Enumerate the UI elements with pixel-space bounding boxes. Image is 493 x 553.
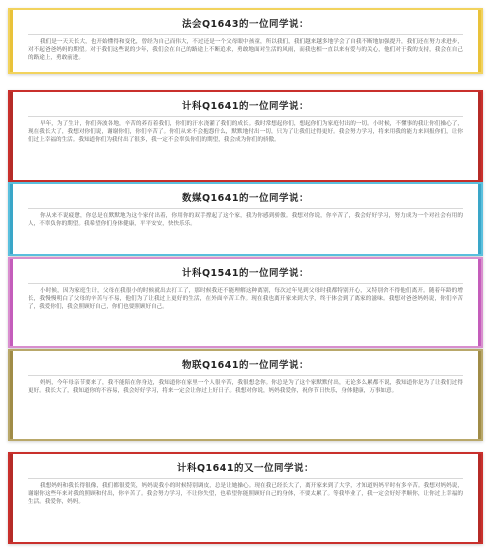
- card-body: 小时候，因为家庭生计，父母在我很小的时候就出去打工了，那时候我还不能理解这种离别，每次过年见到父母时我都特别开心，又特别舍不得他们离开。随着年龄的增长，我慢慢明白了父母的辛苦与不易，他们为了让我过上更好的生活，在外面辛苦工作。现在我也离开家来到大学，终于体会到了离家的滋味。我想对爸爸妈妈说，你们辛苦了，我爱你们，我会照顾好自己，你们也要照顾好自己。: [28, 288, 463, 311]
- card-accent-right: [478, 454, 481, 542]
- card-accent-right: [478, 351, 481, 439]
- card-accent-left: [10, 10, 13, 72]
- card-accent-left: [10, 92, 13, 180]
- title-divider: [28, 375, 463, 376]
- card-accent-right: [478, 92, 481, 180]
- card-title: 物联Q1641的一位同学说：: [181, 360, 310, 371]
- title-divider: [28, 116, 463, 117]
- title-divider: [28, 34, 463, 35]
- card-body: 我们是一天天长大，也开始懂得和变化，曾经为自己而伟大，不过还是一个父母眼中孩童，所以我们，我们越来越多地学会了自我不断地加强提升，我们还在努力求进步，对不起爸爸妈妈的期望。对于我们这些说的少年，我们会在自己的路途上不断追求，勇敢地面对生活的风雨，而我也相一直以来有爱与的关心，他们对于我的支持，我会在自己的路途上，勇敢前进。: [28, 39, 463, 62]
- message-card-4: [8, 257, 483, 348]
- card-body: 妈妈，今年母亲节要来了，我不能陪在你身边，我知道你在家里一个人很辛苦，我很想念你。你总是为了这个家默默付出，无论多么累都不说，我知道你是为了让我们过得更好。我长大了，我知道你的不容易，我会好好学习，将来一定会让你过上好日子。我想对你说，妈妈我爱你，祝你节日快乐，身体健康，万事如意。: [28, 380, 463, 395]
- card-accent-left: [10, 454, 13, 542]
- title-divider: [28, 478, 463, 479]
- card-accent-right: [478, 184, 481, 254]
- card-body: 早年，为了生计，你们奔波各地，辛苦的养育着我们，你们的汗水浇灌了我们的成长。我时常想起你们，想起你们为家庭付出的一切。小时候，不懂事的我让你们操心了，现在我长大了，我想对你们说，谢谢你们，你们辛苦了。你们从来不会抱怨什么，默默地付出一切，只为了让我们过得更好。我会努力学习，将来用我的能力来回报你们，让你们过上幸福的生活。我知道你们为我付出了很多，我一定不会辜负你们的期望，我会成为你们的骄傲。: [28, 121, 463, 144]
- card-title: 数媒Q1641的一位同学说：: [181, 193, 310, 204]
- message-card-1: [8, 8, 483, 74]
- card-title: 计科Q1541的一位同学说：: [181, 268, 310, 279]
- card-body: 我想妈妈和我长得很像，我们都很爱笑，妈妈说我小的时候特别调皮，总是让她操心。现在我已经长大了，离开家来到了大学，才知道妈妈平时有多辛苦。我想对妈妈说，谢谢你这些年来对我的照顾和付出，你辛苦了。我会努力学习，不让你失望，也希望你能照顾好自己的身体，不要太累了。等我毕业了，我一定会好好孝顺你，让你过上幸福的生活。我爱你，妈妈。: [28, 483, 463, 506]
- card-accent-left: [10, 351, 13, 439]
- card-accent-left: [10, 259, 13, 346]
- card-body: 你从来不说疲惫，你总是在默默地为这个家付出着，你用你的双手撑起了这个家，我为你感到骄傲。我想对你说，你辛苦了，我会好好学习，努力成为一个对社会有用的人，不辜负你的期望。我希望你们身体健康，平平安安，快快乐乐。: [28, 213, 463, 228]
- message-card-2: [8, 90, 483, 182]
- card-accent-right: [478, 10, 481, 72]
- card-title: 计科Q1641的又一位同学说：: [176, 463, 315, 474]
- card-accent-right: [478, 259, 481, 346]
- card-title: 法会Q1643的一位同学说：: [181, 19, 310, 30]
- card-title: 计科Q1641的一位同学说：: [181, 101, 310, 112]
- card-accent-left: [10, 184, 13, 254]
- message-card-6: [8, 452, 483, 544]
- title-divider: [28, 208, 463, 209]
- title-divider: [28, 283, 463, 284]
- message-card-5: [8, 349, 483, 441]
- message-card-3: [8, 182, 483, 256]
